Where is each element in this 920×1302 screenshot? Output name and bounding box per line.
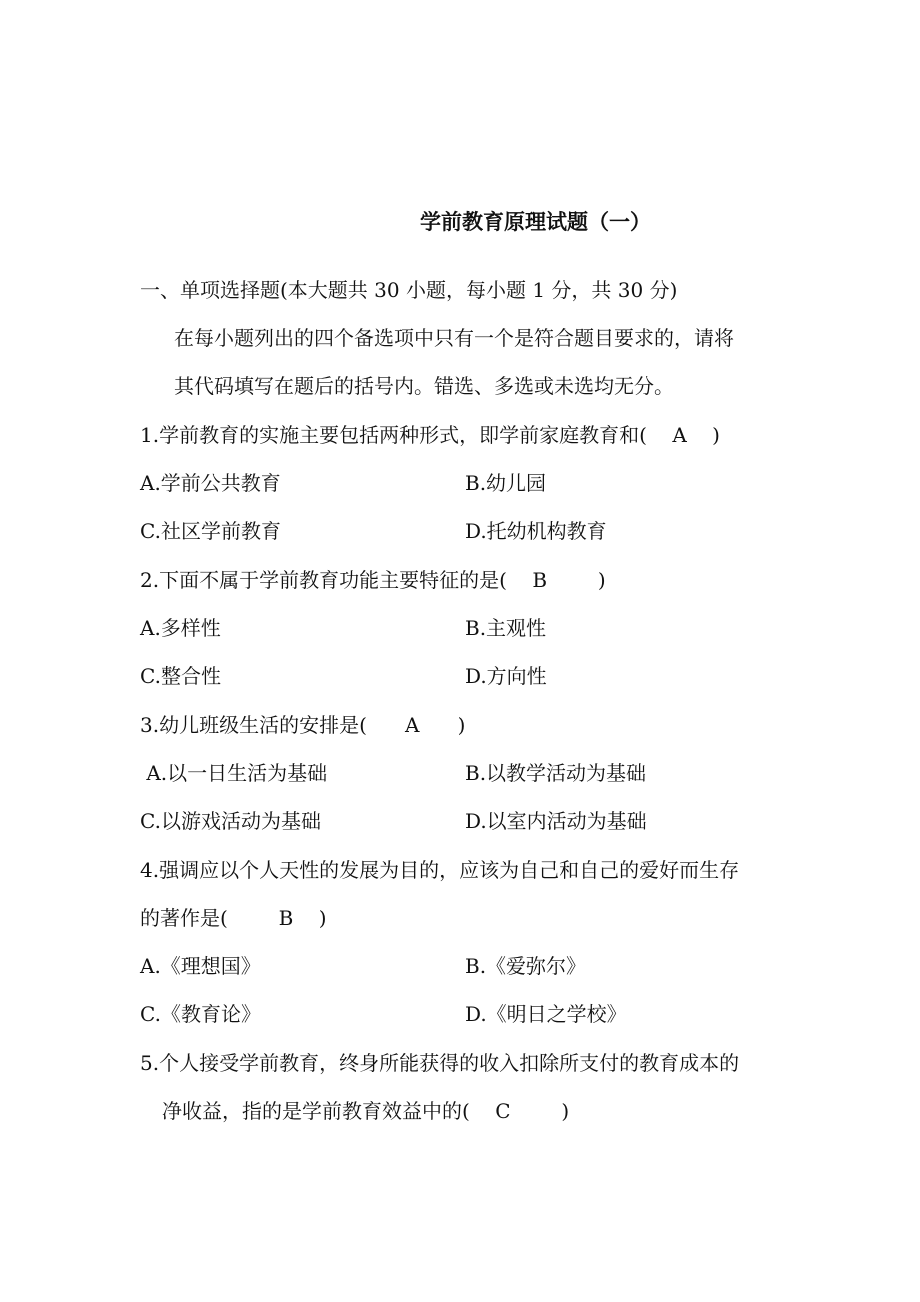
option-b: B.幼儿园 — [465, 471, 547, 495]
option-d: D.托幼机构教育 — [465, 519, 607, 543]
option-b: B.《爱弥尔》 — [465, 954, 587, 978]
option-d: D.《明日之学校》 — [465, 1002, 627, 1026]
option-c: C.整合性 — [140, 664, 221, 688]
option-a: A.学前公共教育 — [140, 471, 281, 495]
option-c: C.《教育论》 — [140, 1002, 261, 1026]
option-b: B.主观性 — [465, 616, 547, 640]
section-heading: 一、单项选择题(本大题共 30 小题，每小题 1 分，共 30 分) — [140, 278, 678, 302]
question-stem: 2.下面不属于学前教育功能主要特征的是( B ) — [140, 568, 606, 592]
section-instructions: 在每小题列出的四个备选项中只有一个是符合题目要求的，请将 — [174, 326, 734, 350]
option-b: B.以教学活动为基础 — [465, 761, 647, 785]
question-stem: 5.个人接受学前教育，终身所能获得的收入扣除所支付的教育成本的 — [140, 1051, 740, 1075]
question-stem: 4.强调应以个人天性的发展为目的，应该为自己和自己的爱好而生存 — [140, 858, 740, 882]
question-stem: 3.幼儿班级生活的安排是( A ) — [140, 713, 466, 737]
page-title: 学前教育原理试题（一） — [420, 209, 651, 234]
option-d: D.方向性 — [465, 664, 547, 688]
question-stem: 1.学前教育的实施主要包括两种形式，即学前家庭教育和( A ) — [140, 423, 720, 447]
option-a: A.多样性 — [140, 616, 221, 640]
question-stem-continued: 的著作是( B ) — [140, 906, 327, 930]
section-instructions: 其代码填写在题后的括号内。错选、多选或未选均无分。 — [174, 374, 674, 398]
option-c: C.以游戏活动为基础 — [140, 809, 321, 833]
option-d: D.以室内活动为基础 — [465, 809, 647, 833]
option-a: A.以一日生活为基础 — [140, 761, 328, 785]
option-a: A.《理想国》 — [140, 954, 261, 978]
question-stem-continued: 净收益，指的是学前教育效益中的( C ) — [162, 1099, 570, 1123]
option-c: C.社区学前教育 — [140, 519, 281, 543]
